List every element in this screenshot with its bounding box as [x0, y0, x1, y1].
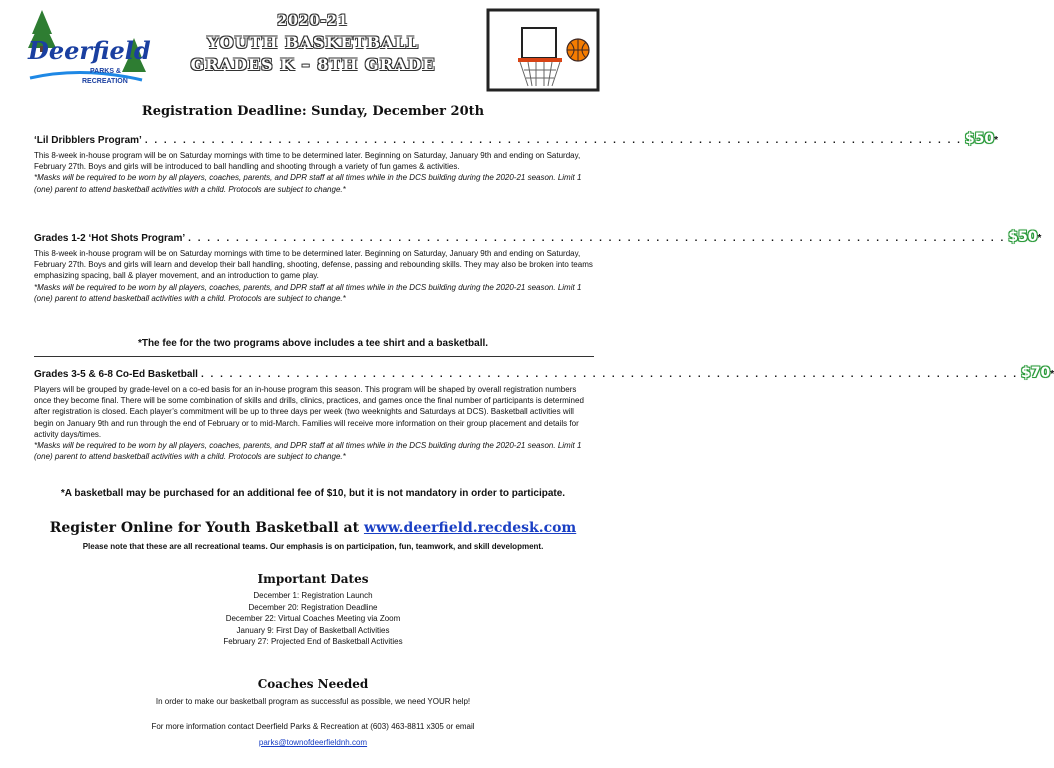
date-item: December 20: Registration Deadline	[248, 602, 378, 612]
logo-name: Deerfield	[28, 36, 151, 65]
coaches-heading: Coaches Needed	[257, 677, 369, 691]
program-price: $50	[1008, 229, 1038, 245]
program-title: Grades 1-2 ‘Hot Shots Program’	[34, 233, 186, 244]
basketball-hoop-icon	[478, 6, 608, 96]
register-online	[0, 520, 626, 536]
logo-subtitle-1: PARKS &	[90, 68, 121, 75]
date-item: December 1: Registration Launch	[253, 591, 373, 600]
important-dates-list	[0, 590, 626, 648]
basketball-purchase-note: *A basketball may be purchased for an additional fee of $10, but it is not mandatory in order to participate.	[60, 488, 566, 499]
deerfield-logo	[22, 8, 152, 98]
important-dates-heading: Important Dates	[257, 572, 369, 586]
contact-text: For more information contact Deerfield Parks & Recreation at (603) 463-8811 x305 or email	[151, 722, 475, 731]
program-lil-dribblers	[34, 131, 999, 195]
date-item: February 27: Projected End of Basketball Activities	[223, 637, 403, 646]
price-asterisk: *	[1037, 233, 1042, 244]
program-price: $50	[964, 131, 995, 147]
program-description: This 8-week in-house program will be on Saturday mornings with time to be determined later. Beginning on Saturday, January 9th and ending on Saturday, February 27th. Boys and girls will learn and develop their ball handling, shooting, defense, passing and rebounding skills. They may also be broken into teams emphasizing spacing, ball & player movement, and an introduction to game play.	[34, 249, 593, 281]
mask-notice: *Masks will be required to be worn by all players, coaches, parents, and DPR staff at all times while in the DCS building during the 2020-21 season. Limit 1 (one) parent to attend basketball activities with a child. Protocols are subject to change.*	[34, 282, 582, 303]
program-hot-shots	[34, 229, 1042, 304]
register-link[interactable]: www.deerfield.recdesk.com	[363, 520, 577, 536]
leader-dots: . . . . . . . . . . . . . . . . . . . . . . . . . . . . . . . . . . . . . . . . . . . . . . . . . . . . . . . . . . . . . . . . . . . . . . . . . . . . . . . . . . . . . .	[144, 135, 962, 146]
register-text: Register Online for Youth Basketball at	[49, 520, 364, 536]
recreational-note: Please note that these are all recreational teams. Our emphasis is on participation, fun, teamwork, and skill development.	[82, 542, 544, 551]
program-title: ‘Lil Dribblers Program’	[34, 135, 142, 146]
contact-email	[0, 738, 626, 747]
coaches-text: In order to make our basketball program as successful as possible, we need YOUR help!	[155, 697, 471, 706]
price-asterisk: *	[994, 135, 999, 146]
title-block	[160, 10, 466, 76]
price-asterisk: *	[1050, 369, 1054, 380]
program-description: This 8-week in-house program will be on Saturday mornings with time to be determined later. Beginning on Saturday, January 9th and ending on Saturday, February 27th. Boys and girls will be introduced to ball handling and shooting through a variety of fun games & activities.	[34, 151, 581, 172]
fee-note: *The fee for the two programs above includes a tee shirt and a basketball.	[137, 338, 489, 349]
program-header	[34, 131, 999, 150]
program-description: Players will be grouped by grade-level on a co-ed basis for an in-house program this season. This program will be shaped by overall registration numbers once they become final. There will be some combination of skills and drills, clinics, practices, and games once the final number of participants is determined after registration is closed. Each player’s commitment will be up to three days per week (two weeknights and Saturdays at DCS). Basketball activities will begin on January 9th and run through the end of February or to mid-March. Families will receive more information on their group placement and details for activity days/times.	[34, 385, 584, 439]
date-item: December 22: Virtual Coaches Meeting via Zoom	[225, 614, 401, 623]
program-header	[34, 229, 1042, 248]
program-title: Grades 3-5 & 6-8 Co-Ed Basketball	[34, 369, 198, 380]
program-price: $70	[1021, 365, 1051, 381]
registration-deadline: Registration Deadline: Sunday, December 20th	[141, 104, 485, 119]
leader-dots: . . . . . . . . . . . . . . . . . . . . . . . . . . . . . . . . . . . . . . . . . . . . . . . . . . . . . . . . . . . . . . . . . . . . . . . . . . . . . . . . . . . . . .	[200, 369, 1019, 380]
title-program: YOUTH BASKETBALL	[207, 33, 419, 52]
title-grades: GRADES K – 8TH GRADE	[190, 55, 436, 74]
mask-notice: *Masks will be required to be worn by all players, coaches, parents, and DPR staff at all times while in the DCS building during the 2020-21 season. Limit 1 (one) parent to attend basketball activities with a child. Protocols are subject to change.*	[34, 441, 582, 462]
program-header	[34, 365, 1054, 384]
leader-dots: . . . . . . . . . . . . . . . . . . . . . . . . . . . . . . . . . . . . . . . . . . . . . . . . . . . . . . . . . . . . . . . . . . . . . . . . . . . . . . . . . . . . . .	[188, 233, 1006, 244]
program-co-ed	[34, 365, 1054, 462]
email-link[interactable]: parks@townofdeerfieldnh.com	[258, 738, 368, 747]
date-item: January 9: First Day of Basketball Activities	[236, 625, 390, 635]
mask-notice: *Masks will be required to be worn by all players, coaches, parents, and DPR staff at all times while in the DCS building during the 2020-21 season. Limit 1 (one) parent to attend basketball activities with a child. Protocols are subject to change.*	[34, 173, 582, 194]
logo-subtitle-2: RECREATION	[82, 78, 128, 85]
title-year: 2020-21	[277, 13, 349, 29]
divider	[34, 356, 594, 357]
